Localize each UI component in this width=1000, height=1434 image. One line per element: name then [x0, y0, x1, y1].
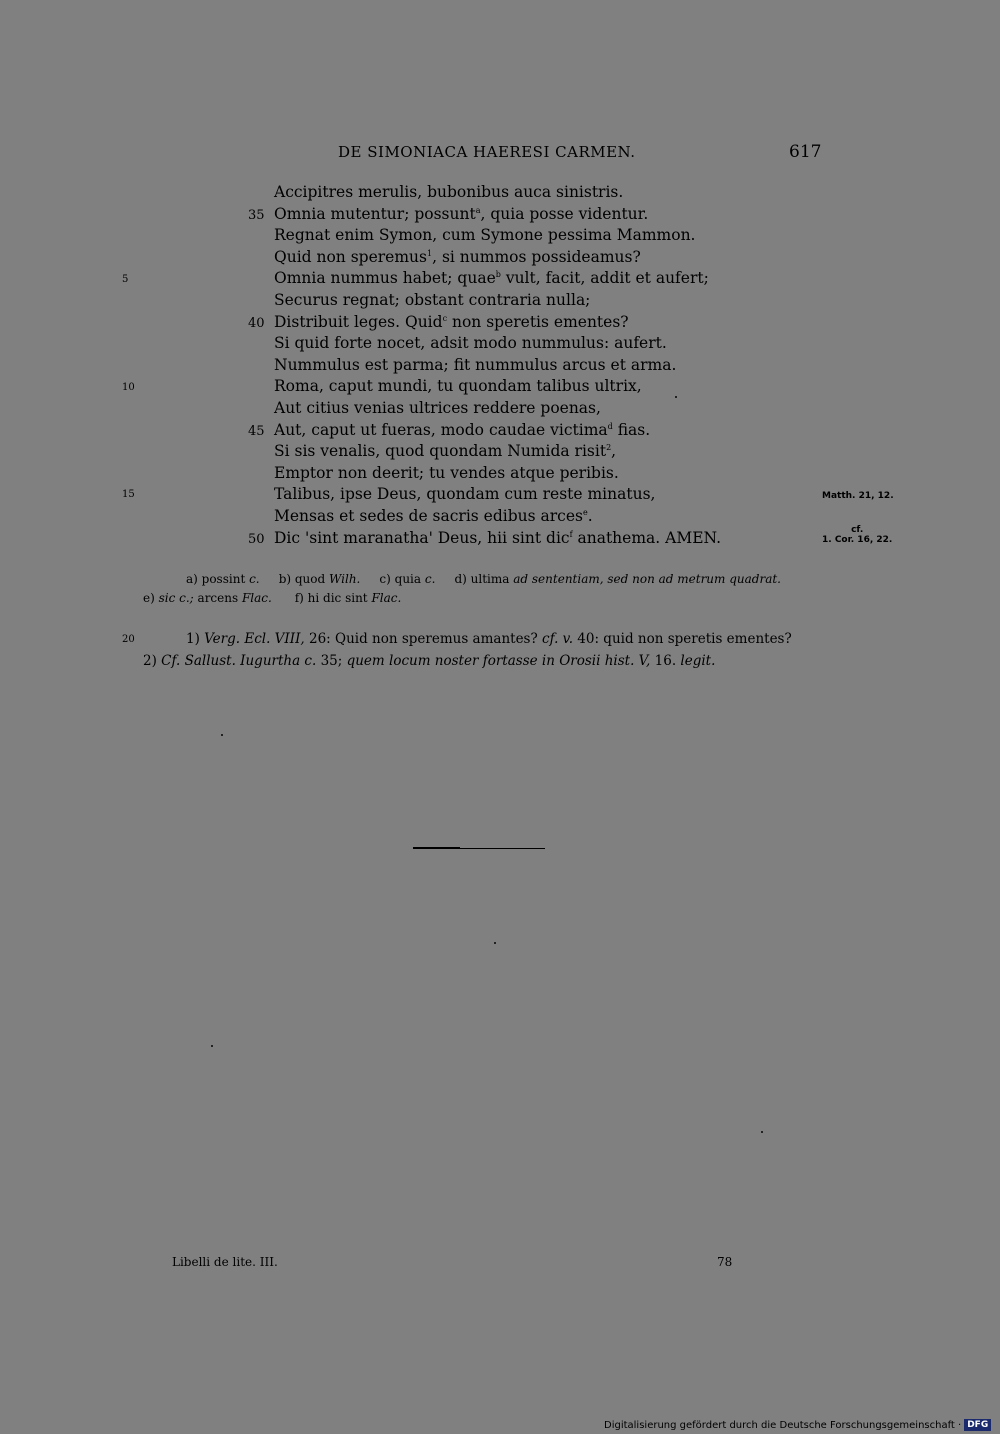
margin-line-number: 15	[122, 489, 135, 500]
footnote-line: 2) Cf. Sallust. Iugurtha c. 35; quem locum noster fortasse in Orosii hist. V, 16. legit.	[143, 653, 716, 669]
verse-number: 50	[248, 532, 265, 547]
page-number: 617	[789, 142, 822, 162]
verse-line: Mensas et sedes de sacris edibus arces$^e$.	[274, 507, 593, 525]
verse-line: Talibus, ipse Deus, quondam cum reste minatus,	[274, 485, 656, 503]
verse-line: Aut citius venias ultrices reddere poenas,	[274, 399, 601, 417]
verse-line: Securus regnat; obstant contraria nulla;	[274, 291, 591, 309]
verse-line: Accipitres merulis, bubonibus auca sinistris.	[274, 183, 624, 201]
apparatus-line: e) sic c.; arcens Flac. f) hi dic sint Flac.	[143, 591, 402, 605]
verse-line: Quid non speremus$^1$, si nummos possideamus?	[274, 248, 641, 266]
digitization-credit	[604, 1418, 991, 1432]
biblical-reference-line: 1. Cor. 16, 22.	[822, 535, 893, 545]
speck	[494, 942, 496, 944]
speck	[211, 1045, 213, 1047]
verse-line: Dic 'sint maranatha' Deus, hii sint dic$^f$ anathema. AMEN.	[274, 529, 722, 547]
verse-line: Regnat enim Symon, cum Symone pessima Mammon.	[274, 226, 696, 244]
verse-number: 35	[248, 208, 265, 223]
digitization-credit-text: Digitalisierung gefördert durch die Deutsche Forschungsgemeinschaft ·	[604, 1419, 962, 1431]
verse-line: Omnia nummus habet; quae$^b$ vult, facit, addit et aufert;	[274, 269, 709, 287]
verse-number: 40	[248, 316, 265, 331]
apparatus-line: a) possint c. b) quod Wilh. c) quia c. d) ultima ad sententiam, sed non ad metrum quadrat.	[186, 572, 781, 586]
footnote-line: 1) Verg. Ecl. VIII, 26: Quid non speremus amantes? cf. v. 40: quid non speretis ementes?	[186, 631, 792, 647]
verse-line: Distribuit leges. Quid$^c$ non speretis ementes?	[274, 313, 629, 331]
section-divider	[413, 848, 545, 849]
verse-line: Roma, caput mundi, tu quondam talibus ultrix,	[274, 377, 642, 395]
footer-signature: 78	[717, 1255, 733, 1269]
margin-line-number: 5	[122, 274, 129, 285]
biblical-reference-line: Matth. 21, 12.	[822, 491, 894, 501]
dfg-logo-icon: DFG	[964, 1419, 991, 1431]
footer-series-title: Libelli de lite. III.	[172, 1255, 278, 1269]
speck	[221, 734, 223, 736]
verse-line: Omnia mutentur; possunt$^a$, quia posse videntur.	[274, 205, 649, 223]
speck	[761, 1131, 763, 1133]
verse-line: Aut, caput ut fueras, modo caudae victima$^d$ fias.	[274, 421, 651, 439]
margin-line-number: 20	[122, 634, 135, 645]
running-title: DE SIMONIACA HAERESI CARMEN.	[338, 143, 636, 161]
verse-line: Si quid forte nocet, adsit modo nummulus: aufert.	[274, 334, 667, 352]
biblical-reference-line: cf.	[851, 525, 864, 535]
biblical-reference	[822, 491, 894, 501]
biblical-reference	[822, 525, 892, 545]
verse-number: 45	[248, 424, 265, 439]
verse-line: Emptor non deerit; tu vendes atque peribis.	[274, 464, 619, 482]
speck	[675, 396, 677, 398]
verse-line: Si sis venalis, quod quondam Numida risit$^2$,	[274, 442, 617, 460]
verse-line: Nummulus est parma; fit nummulus arcus et arma.	[274, 356, 677, 374]
margin-line-number: 10	[122, 382, 135, 393]
